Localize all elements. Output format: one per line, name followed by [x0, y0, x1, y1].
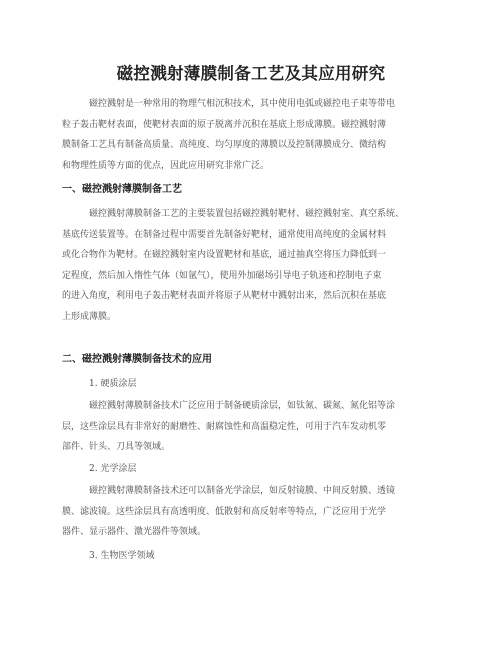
- intro-paragraph: [62, 94, 440, 176]
- paragraph-line: 膜、滤波镜。这些涂层具有高透明度、低散射和高反射率等特点，广泛应用于光学: [62, 506, 387, 517]
- paragraph-line: 部件、针头、刀具等领域。: [62, 442, 171, 453]
- section-heading-1: 一、磁控溅射薄膜制备工艺: [62, 184, 182, 195]
- paragraph-line: 和物理性质等方面的优点，因此应用研究非常广泛。: [62, 160, 270, 171]
- paragraph-line: 或化合物作为靶材。在磁控溅射室内设置靶材和基底，通过抽真空将压力降低到一: [62, 250, 387, 261]
- document-title: 磁控溅射薄膜制备工艺及其应用研究: [116, 64, 386, 83]
- paragraph-line: 磁控溅射是一种常用的物理气相沉积技术，其中使用电弧或磁控电子束等带电: [89, 99, 396, 109]
- subsection-label: 3. 生物医学领域: [89, 551, 155, 561]
- paragraph-line: 磁控溅射薄膜制备技术广泛应用于制备硬质涂层，如钛氮、碳氮、氮化铝等涂: [89, 401, 396, 411]
- paragraph-line: 磁控溅射薄膜制备技术还可以制备光学涂层，如反射镜膜、中间反射膜、透镜: [89, 486, 396, 496]
- paragraph-line: 定程度，然后加入惰性气体（如氩气），使用外加磁场引导电子轨迹和控制电子束: [62, 270, 382, 281]
- paragraph-line: 器件、显示器件、激光器件等领域。: [62, 527, 207, 538]
- subsection-label: 2. 光学涂层: [89, 464, 137, 474]
- section-heading-2: 二、磁控溅射薄膜制备技术的应用: [62, 354, 212, 365]
- paragraph-line: 上形成薄膜。: [62, 311, 117, 322]
- subsection-paragraph: [62, 396, 440, 458]
- paragraph-line: 磁控溅射薄膜制备工艺的主要装置包括磁控溅射靶材、磁控溅射室、真空系统、: [89, 209, 405, 219]
- subsection-label: 1. 硬质涂层: [89, 379, 137, 389]
- paragraph-line: 基底传送装置等。在制备过程中需要首先制备好靶材，通常使用高纯度的金属材料: [62, 229, 387, 240]
- paragraph-line: 膜制备工艺具有制备高质量、高纯度、均匀厚度的薄膜以及控制薄膜成分、微结构: [62, 140, 387, 151]
- paragraph-line: 的进入角度，利用电子轰击靶材表面并将原子从靶材中溅射出来，然后沉积在基底: [62, 291, 387, 302]
- section1-paragraph: [62, 204, 440, 328]
- paragraph-line: 层，这些涂层具有非常好的耐磨性、耐腐蚀性和高温稳定性，可用于汽车发动机零: [62, 421, 387, 432]
- subsection-paragraph: [62, 481, 440, 543]
- paragraph-line: 粒子轰击靶材表面，使靶材表面的原子脱离并沉积在基底上形成薄膜。磁控溅射薄: [62, 119, 387, 130]
